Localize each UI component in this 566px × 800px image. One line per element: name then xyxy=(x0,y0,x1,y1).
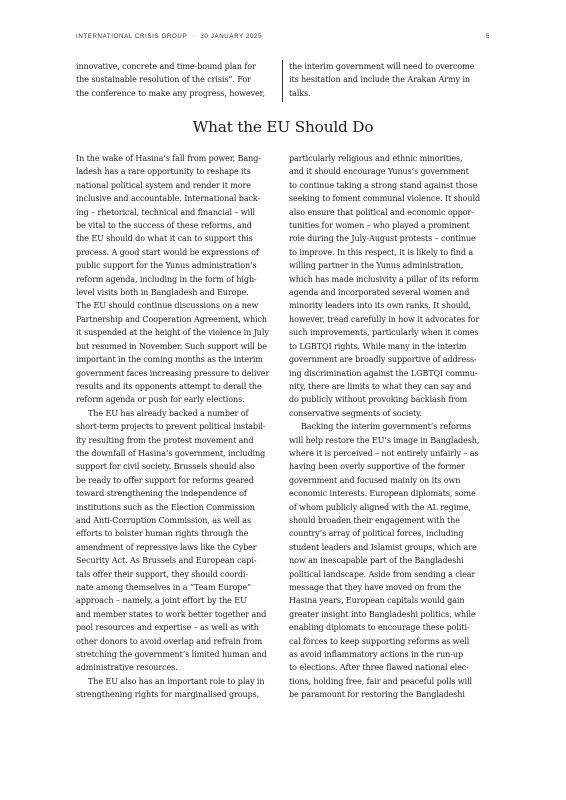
org-name: INTERNATIONAL CRISIS GROUP xyxy=(76,33,188,40)
text-line: talks. xyxy=(289,88,311,98)
text-line: level visits both in Bangladesh and Europe. xyxy=(76,288,249,298)
text-line: inclusive and accountable. International back- xyxy=(76,194,261,204)
text-line: also ensure that political and economic oppor- xyxy=(289,207,474,217)
text-line: strengthening rights for marginalised groups, xyxy=(76,690,260,700)
text-line: stretching the government’s limited human and xyxy=(76,650,267,660)
text-line: enabling diplomats to encourage these politi- xyxy=(289,623,470,633)
text-line: it suspended at the height of the violence in July xyxy=(76,328,269,338)
text-line: Partnership and Cooperation Agreement, which xyxy=(76,314,267,324)
text-line: such improvements, particularly when it comes xyxy=(289,328,479,338)
text-line: where it is perceived – not entirely unfairly – as xyxy=(289,448,479,458)
top-right-column xyxy=(289,60,489,100)
text-line: be paramount for restoring the Bangladeshi xyxy=(289,690,465,700)
text-line: as avoid inflammatory actions in the run-up xyxy=(289,650,463,660)
text-line: to improve. In this respect, it is likely to find a xyxy=(289,247,474,257)
text-line: ladesh has a rare opportunity to reshape its xyxy=(76,167,251,177)
text-line: cal forces to keep supporting reforms as well xyxy=(289,636,470,646)
text-line: administrative resources. xyxy=(76,663,178,673)
text-line: will help restore the EU’s image in Bangladesh, xyxy=(289,435,480,445)
text-line: In the wake of Hasina’s fall from power, Bang- xyxy=(76,154,261,163)
text-line: seeking to foment communal violence. It should xyxy=(289,194,481,204)
text-line: Backing the interim government’s reforms xyxy=(301,422,472,432)
text-line: the downfall of Hasina’s government, including xyxy=(76,448,266,458)
text-line: and Anti-Corruption Commission, as well as xyxy=(76,515,252,525)
text-line: short-term projects to prevent political instabil- xyxy=(76,422,266,432)
text-line: toward strengthening the independence of xyxy=(76,489,247,499)
text-line: willing partner in the Yunus administration, xyxy=(289,261,464,271)
text-line: ing – rhetorical, technical and financial – will xyxy=(76,207,256,217)
text-line: political landscape. Aside from sending a clear xyxy=(289,569,476,579)
text-line: minority leaders into its own ranks. It should, xyxy=(289,301,471,311)
text-line: ity resulting from the protest movement and xyxy=(76,435,254,445)
text-line: results and its opponents attempt to derail the xyxy=(76,381,262,391)
text-line: the conference to make any progress, however, xyxy=(76,88,265,98)
text-line: process. A good start would be expressions of xyxy=(76,247,259,257)
text-line: nate among themselves in a “Team Europe” xyxy=(76,583,252,592)
text-line: The EU also has an important role to play in xyxy=(88,676,265,686)
text-line: government and focused mainly on its own xyxy=(289,475,461,485)
text-line: approach – namely, a joint effort by the EU xyxy=(76,596,247,606)
section-heading: What the EU Should Do xyxy=(192,118,374,136)
text-line: of whom publicly aligned with the AL regime, xyxy=(289,502,471,512)
text-line: government faces increasing pressure to deliver xyxy=(76,368,270,378)
text-line: which has made inclusivity a pillar of its reform xyxy=(289,274,479,284)
text-line: however, tread carefully in how it advocates for xyxy=(289,314,480,324)
text-line: important in the coming months as the interim xyxy=(76,355,263,365)
text-line: the EU should do what it can to support this xyxy=(76,234,253,244)
text-line: agenda and incorporated several women and xyxy=(289,288,470,298)
text-line: other donors to avoid overlap and refrain from xyxy=(76,636,263,646)
text-line: the sustainable resolution of the crisis”. For xyxy=(76,75,251,85)
text-line: and it should encourage Yunus’s government xyxy=(289,167,469,177)
column-divider xyxy=(282,60,283,102)
text-line: reform agenda, including in the form of high- xyxy=(76,274,257,284)
text-line: role during the July-August protests – continue xyxy=(289,234,476,244)
text-line: The EU should continue discussions on a new xyxy=(76,301,259,311)
text-line: ing discrimination against the LGBTQI commu- xyxy=(289,368,478,378)
text-line: now an inescapable part of the Bangladeshi xyxy=(289,556,464,566)
text-line: public support for the Yunus administration’s xyxy=(76,261,257,271)
text-line: the interim government will need to overcome xyxy=(289,62,475,71)
text-line: message that they have moved on from the xyxy=(289,583,462,592)
text-line: economic interests. European diplomats, some xyxy=(289,489,476,499)
header-date: 30 JANUARY 2025 xyxy=(200,33,263,40)
text-line: government are broadly supportive of address- xyxy=(289,355,477,365)
text-line: The EU has already backed a number of xyxy=(88,408,249,418)
text-line: amendment of repressive laws like the Cyber xyxy=(76,542,257,552)
body-right-column xyxy=(289,152,494,702)
text-line: tunities for women – who played a prominent xyxy=(289,221,470,231)
text-line: having been overly supportive of the former xyxy=(289,462,465,472)
header-separator: · xyxy=(192,33,196,40)
text-line: reform agenda or push for early elections. xyxy=(76,395,245,405)
text-line: Hasina years, European capitals would gain xyxy=(289,596,465,606)
text-line: be ready to offer support for reforms geared xyxy=(76,475,254,485)
top-left-column xyxy=(76,60,274,100)
text-line: to elections. After three flawed national elec- xyxy=(289,663,469,673)
page-header xyxy=(76,33,490,45)
text-line: innovative, concrete and time-bound plan for xyxy=(76,62,256,71)
text-line: and member states to work better together and xyxy=(76,609,267,619)
text-line: Security Act. As Brussels and European capi- xyxy=(76,556,257,566)
text-line: tals offer their support, they should coordi- xyxy=(76,569,248,579)
text-line: greater insight into Bangladeshi politics, while xyxy=(289,609,476,619)
text-line: should broaden their engagement with the xyxy=(289,515,460,525)
text-line: nity, there are limits to what they can say and xyxy=(289,381,472,391)
text-line: pool resources and expertise – as well as with xyxy=(76,623,259,633)
text-line: conservative segments of society. xyxy=(289,408,422,418)
text-line: to LGBTQI rights. While many in the interim xyxy=(289,341,467,351)
text-line: its hesitation and include the Arakan Army in xyxy=(289,75,470,85)
text-line: particularly religious and ethnic minorities, xyxy=(289,154,463,163)
body-left-column xyxy=(76,152,276,702)
text-line: be vital to the success of these reforms, and xyxy=(76,221,252,231)
text-line: to continue taking a strong stand against those xyxy=(289,180,478,190)
text-line: student leaders and Islamist groups, which are xyxy=(289,542,477,552)
text-line: national political system and render it more xyxy=(76,180,251,190)
text-line: do publicly without provoking backlash from xyxy=(289,395,468,405)
text-line: institutions such as the Election Commission xyxy=(76,502,255,512)
text-line: efforts to bolster human rights through the xyxy=(76,529,249,539)
page-number: 5 xyxy=(485,33,490,40)
text-line: but resumed in November. Such support will be xyxy=(76,341,267,351)
text-line: support for civil society. Brussels should also xyxy=(76,462,255,472)
text-line: country’s array of political forces, including xyxy=(289,529,464,539)
running-header xyxy=(76,33,262,40)
text-line: tions, holding free, fair and peaceful polls will xyxy=(289,676,473,686)
